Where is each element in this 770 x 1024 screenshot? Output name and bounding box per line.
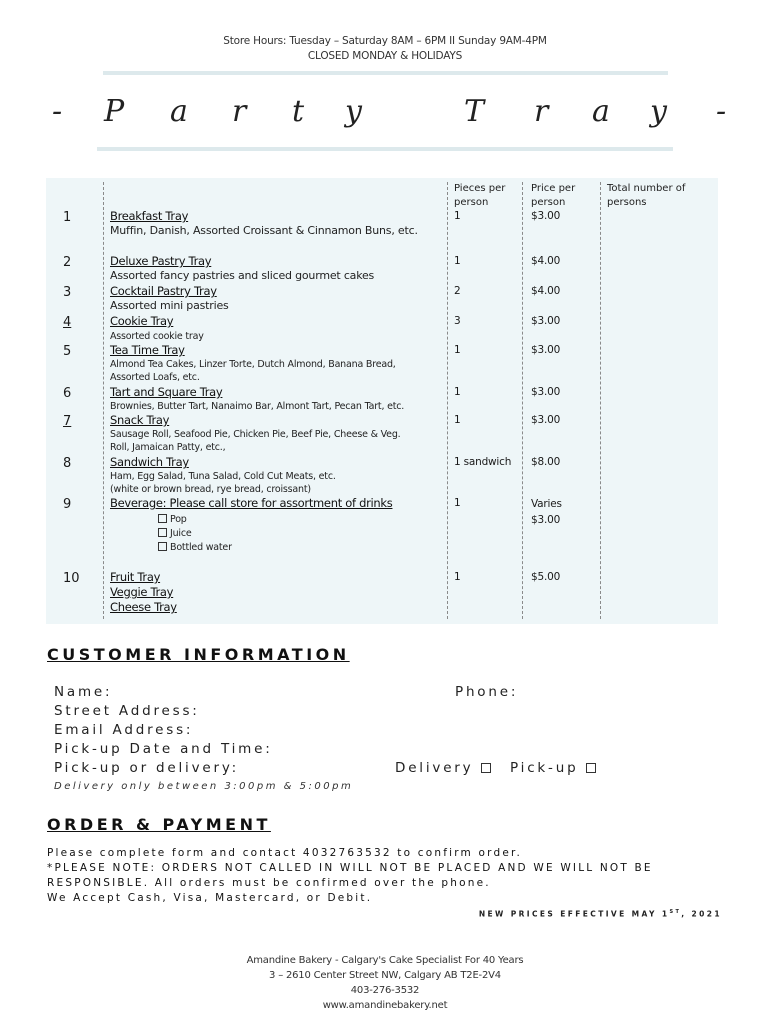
customer-info-heading: CUSTOMER INFORMATION <box>47 645 350 664</box>
title-letter: T <box>464 94 485 129</box>
title-letter: t <box>292 94 305 129</box>
tray-description: Almond Tea Cakes, Linzer Torte, Dutch Almond, Banana Bread, Assorted Loafs, etc. <box>110 359 396 383</box>
title-letter: P <box>104 94 125 129</box>
row-number: 3 <box>63 285 72 300</box>
footer-address: 3 – 2610 Center Street NW, Calgary AB T2E-2V4 <box>269 970 501 981</box>
column-divider <box>600 182 601 619</box>
price-value: $3.00 <box>531 315 561 327</box>
beverage-option-water[interactable]: Bottled water <box>158 541 232 555</box>
column-divider <box>522 182 523 619</box>
pieces-value: 3 <box>454 315 461 327</box>
tray-name: Tea Time Tray <box>110 343 185 357</box>
tray-name: Beverage: Please call store for assortment of drinks <box>110 496 393 510</box>
title-dash-right: - <box>716 94 727 129</box>
row-number: 7 <box>63 414 72 429</box>
order-payment-heading: ORDER & PAYMENT <box>47 815 271 834</box>
tray-names: Fruit Tray Veggie Tray Cheese Tray <box>110 570 177 614</box>
delivery-note: Delivery only between 3:00pm & 5:00pm <box>54 781 354 792</box>
tray-description: Assorted mini pastries <box>110 299 229 312</box>
row-number: 6 <box>63 386 72 401</box>
tray-description: Ham, Egg Salad, Tuna Salad, Cold Cut Meats, etc. (white or brown bread, rye bread, croissant) <box>110 471 336 495</box>
footer <box>0 953 770 1013</box>
street-field-label[interactable]: Street Address: <box>54 703 200 719</box>
price-value: $4.00 <box>531 285 561 297</box>
tray-description: Muffin, Danish, Assorted Croissant & Cinnamon Buns, etc. <box>110 224 418 237</box>
tray-name: Sandwich Tray <box>110 455 189 469</box>
price-value: $4.00 <box>531 255 561 267</box>
pieces-value: 2 <box>454 285 461 297</box>
row-number: 1 <box>63 210 72 225</box>
checkbox-icon[interactable] <box>158 514 167 523</box>
pickup-or-delivery-label: Pick-up or delivery: <box>54 760 240 776</box>
pieces-value: 1 <box>454 210 461 222</box>
price-value: $3.00 <box>531 210 561 222</box>
page-title <box>0 94 770 144</box>
price-value: $3.00 <box>531 344 561 356</box>
tray-name: Tart and Square Tray <box>110 385 223 399</box>
name-field-label[interactable]: Name: <box>54 684 113 700</box>
title-letter: r <box>232 94 247 129</box>
price-value: $3.00 <box>531 386 561 398</box>
pieces-value: 1 <box>454 414 461 426</box>
tray-name: Breakfast Tray <box>110 209 189 223</box>
checkbox-icon[interactable] <box>158 528 167 537</box>
header-total: Total number of persons <box>607 183 686 208</box>
top-divider <box>103 71 668 75</box>
tray-name: Cocktail Pastry Tray <box>110 284 217 298</box>
pieces-value: 1 <box>454 571 461 583</box>
row-number: 8 <box>63 456 72 471</box>
row-number: 9 <box>63 497 72 512</box>
tray-name: Cookie Tray <box>110 314 174 328</box>
phone-field-label[interactable]: Phone: <box>455 684 519 700</box>
title-letter: r <box>534 94 549 129</box>
checkbox-icon[interactable] <box>158 542 167 551</box>
footer-website[interactable]: www.amandinebakery.net <box>322 1000 448 1011</box>
closed-notice: CLOSED MONDAY & HOLIDAYS <box>307 50 463 62</box>
pieces-value: 1 <box>454 386 461 398</box>
email-field-label[interactable]: Email Address: <box>54 722 194 738</box>
title-letter: y <box>345 94 362 129</box>
tray-description: Assorted cookie tray <box>110 331 204 342</box>
delivery-option[interactable]: Delivery <box>395 759 494 778</box>
title-divider <box>97 147 673 151</box>
title-letter: y <box>650 94 667 129</box>
row-number: 4 <box>63 315 72 330</box>
tray-name: Deluxe Pastry Tray <box>110 254 212 268</box>
column-divider <box>447 182 448 619</box>
store-hours: Store Hours: Tuesday – Saturday 8AM – 6PM II Sunday 9AM-4PM <box>223 35 547 47</box>
beverage-option-pop[interactable]: Pop <box>158 513 232 527</box>
footer-phone: 403-276-3532 <box>350 985 420 996</box>
price-value: $5.00 <box>531 571 561 583</box>
row-number: 10 <box>63 571 80 586</box>
header-pieces: Pieces per person <box>454 183 506 208</box>
beverage-options <box>158 513 232 555</box>
column-divider <box>103 182 104 619</box>
price-value: $8.00 <box>531 456 561 468</box>
row-number: 5 <box>63 344 72 359</box>
pieces-value: 1 sandwich <box>454 456 512 468</box>
delivery-checkbox[interactable] <box>481 763 491 773</box>
tray-description: Assorted fancy pastries and sliced gourmet cakes <box>110 269 375 282</box>
new-prices-notice: NEW PRICES EFFECTIVE MAY 1ST, 2021 <box>478 909 722 919</box>
order-instructions: Please complete form and contact 4032763532 to confirm order. *PLEASE NOTE: ORDERS NOT CALLED IN WILL NOT BE PLACED AND WE WILL NOT BE RESPONSIBLE. All orders must be confirmed over the phone. We Accept Cash, Visa, Mastercard, or Debit. <box>47 847 653 904</box>
tray-description: Brownies, Butter Tart, Nanaimo Bar, Almont Tart, Pecan Tart, etc. <box>110 401 405 412</box>
pickup-option[interactable]: Pick-up <box>510 759 599 778</box>
title-letter: a <box>592 94 610 129</box>
pieces-value: 1 <box>454 255 461 267</box>
row-number: 2 <box>63 255 72 270</box>
footer-tagline: Amandine Bakery - Calgary's Cake Specialist For 40 Years <box>246 955 524 966</box>
tray-description: Sausage Roll, Seafood Pie, Chicken Pie, Beef Pie, Cheese & Veg. Roll, Jamaican Patty, etc., <box>110 429 401 453</box>
beverage-option-juice[interactable]: Juice <box>158 527 232 541</box>
header-price: Price per person <box>531 183 576 208</box>
pickup-time-field-label[interactable]: Pick-up Date and Time: <box>54 741 273 757</box>
title-letter: a <box>170 94 188 129</box>
pieces-value: 1 <box>454 344 461 356</box>
title-dash-left: - <box>52 94 63 129</box>
tray-name: Snack Tray <box>110 413 170 427</box>
price-value: Varies $3.00 <box>531 498 562 526</box>
pickup-checkbox[interactable] <box>586 763 596 773</box>
price-value: $3.00 <box>531 414 561 426</box>
pieces-value: 1 <box>454 497 461 509</box>
